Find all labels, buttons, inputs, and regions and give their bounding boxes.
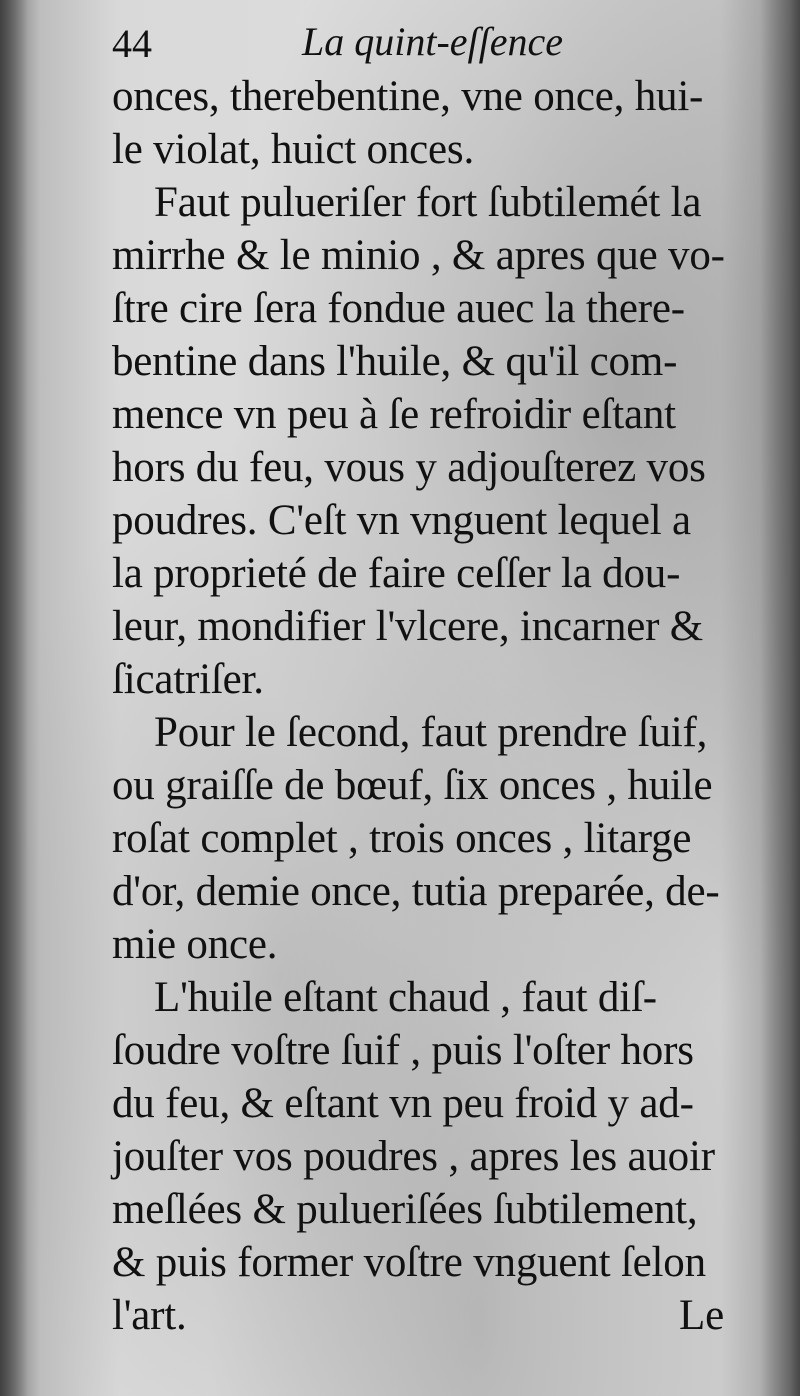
text-line: d'or, demie once, tutia preparée, de- xyxy=(112,868,720,915)
binding-shadow xyxy=(0,0,28,1396)
paragraph-start-line: Faut pulueriſer fort ſubtilemét la xyxy=(154,179,702,226)
text-line: jouſter vos poudres , apres les auoir xyxy=(112,1133,715,1180)
text-line: poudres. C'eſt vn vnguent lequel a xyxy=(112,497,691,544)
body-text xyxy=(112,70,740,1342)
final-line-text: l'art. xyxy=(112,1292,187,1339)
text-line: leur, mondifier l'vlcere, incarner & xyxy=(112,603,703,650)
text-line: ſicatriſer. xyxy=(112,656,264,703)
paragraph-start-line: L'huile eſtant chaud , faut diſ- xyxy=(154,974,657,1021)
page-edge-shadow xyxy=(760,0,800,1396)
final-line xyxy=(112,1289,724,1342)
text-line: du feu, & eſtant vn peu froid y ad- xyxy=(112,1080,694,1127)
text-line: le violat, huict onces. xyxy=(112,126,474,173)
text-line: mie once. xyxy=(112,921,278,968)
text-line: hors du feu, vous y adjouſterez vos xyxy=(112,444,706,491)
text-line: meſlées & pulueriſées ſubtilement, xyxy=(112,1186,698,1233)
text-line: mirrhe & le minio , & apres que vo- xyxy=(112,232,725,279)
text-line: bentine dans l'huile, & qu'il com- xyxy=(112,338,678,385)
text-line: ou graiſſe de bœuf, ſix onces , huile xyxy=(112,762,713,809)
text-line: roſat complet , trois onces , litarge xyxy=(112,815,692,862)
text-line: ſoudre voſtre ſuif , puis l'oſter hors xyxy=(112,1027,694,1074)
text-line: ſtre cire ſera fondue auec la there- xyxy=(112,285,685,332)
running-head: La quint-eſſence xyxy=(302,19,564,64)
page-header xyxy=(112,14,732,74)
text-line: mence vn peu à ſe refroidir eſtant xyxy=(112,391,676,438)
catchword: Le xyxy=(679,1292,724,1339)
text-line: onces, therebentine, vne once, hui- xyxy=(112,73,704,120)
text-line: la proprieté de faire ceſſer la dou- xyxy=(112,550,681,597)
page-number: 44 xyxy=(112,21,152,66)
paragraph-start-line: Pour le ſecond, faut prendre ſuif, xyxy=(154,709,708,756)
text-line: & puis former voſtre vnguent ſelon xyxy=(112,1239,706,1286)
